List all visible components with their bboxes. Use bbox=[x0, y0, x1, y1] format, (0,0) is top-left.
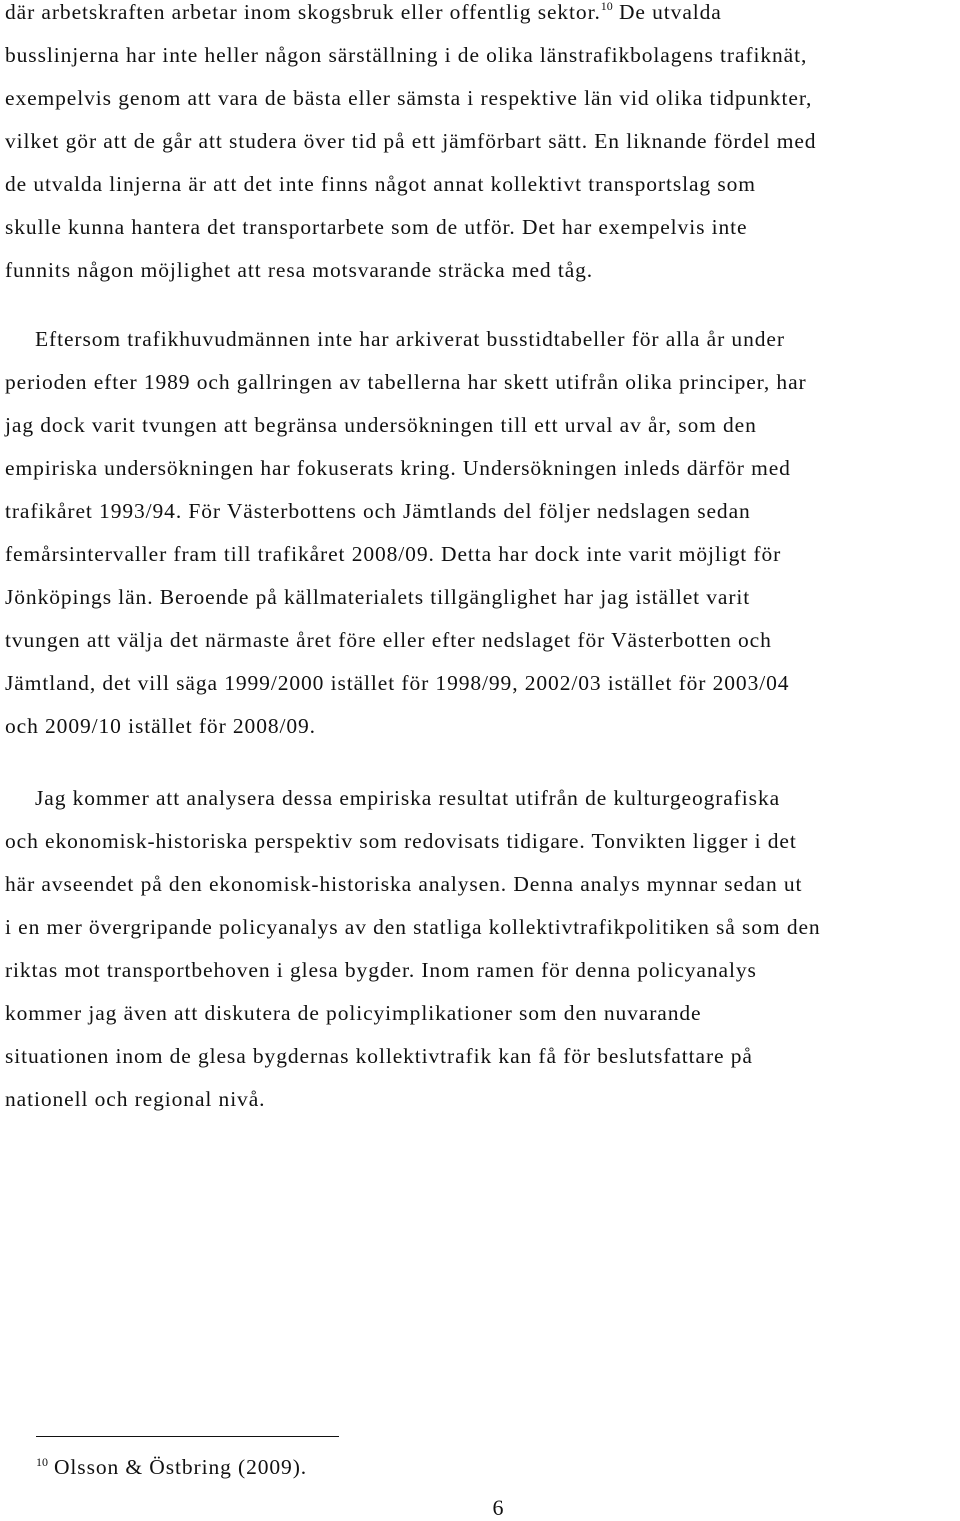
paragraph-line: riktas mot transportbehoven i glesa bygder. Inom ramen för denna policyanalys bbox=[5, 958, 757, 982]
paragraph-line: empiriska undersökningen har fokuserats kring. Undersökningen inleds därför med bbox=[5, 456, 791, 480]
page-number: 6 bbox=[492, 1495, 504, 1520]
footnote-number: 10 bbox=[36, 1455, 48, 1469]
paragraph-line: jag dock varit tvungen att begränsa undersökningen till ett urval av år, som den bbox=[5, 413, 757, 437]
paragraph-line: busslinjerna har inte heller någon särställning i de olika länstrafikbolagens trafiknät, bbox=[5, 43, 808, 67]
footnote-separator bbox=[36, 1436, 339, 1437]
footnote-reference[interactable]: 10 bbox=[600, 0, 613, 13]
paragraph-line: och ekonomisk-historiska perspektiv som redovisats tidigare. Tonvikten ligger i det bbox=[5, 829, 797, 853]
footnote-text: Olsson & Östbring (2009). bbox=[54, 1455, 308, 1479]
paragraph-line: situationen inom de glesa bygdernas kollektivtrafik kan få för beslutsfattare på bbox=[5, 1044, 753, 1068]
paragraph-line: Jönköpings län. Beroende på källmaterialets tillgänglighet har jag istället varit bbox=[5, 585, 751, 609]
paragraph-line: Jämtland, det vill säga 1999/2000 istället för 1998/99, 2002/03 istället för 2003/04 bbox=[5, 671, 790, 695]
paragraph-line: de utvalda linjerna är att det inte finns något annat kollektivt transportslag som bbox=[5, 172, 756, 196]
paragraph-3 bbox=[5, 777, 957, 1121]
paragraph-line-text: där arbetskraften arbetar inom skogsbruk eller offentlig sektor. bbox=[5, 0, 601, 24]
paragraph-line: perioden efter 1989 och gallringen av tabellerna har skett utifrån olika principer, har bbox=[5, 370, 807, 394]
paragraph-line: trafikåret 1993/94. För Västerbottens och Jämtlands del följer nedslagen sedan bbox=[5, 499, 751, 523]
paragraph-1 bbox=[5, 0, 957, 292]
paragraph-line: här avseendet på den ekonomisk-historiska analysen. Denna analys mynnar sedan ut bbox=[5, 872, 803, 896]
paragraph-line: Jag kommer att analysera dessa empiriska resultat utifrån de kulturgeografiska bbox=[35, 786, 781, 810]
footnote bbox=[36, 1452, 307, 1485]
paragraph-line: funnits någon möjlighet att resa motsvarande sträcka med tåg. bbox=[5, 258, 594, 282]
paragraph-line: exempelvis genom att vara de bästa eller sämsta i respektive län vid olika tidpunkter, bbox=[5, 86, 813, 110]
paragraph-line: i en mer övergripande policyanalys av den statliga kollektivtrafikpolitiken så som den bbox=[5, 915, 821, 939]
paragraph-line: femårsintervaller fram till trafikåret 2008/09. Detta har dock inte varit möjligt för bbox=[5, 542, 782, 566]
paragraph-line: nationell och regional nivå. bbox=[5, 1087, 266, 1111]
paragraph-line: tvungen att välja det närmaste året före eller efter nedslaget för Västerbotten och bbox=[5, 628, 772, 652]
paragraph-line bbox=[5, 0, 957, 34]
paragraph-line: skulle kunna hantera det transportarbete som de utför. Det har exempelvis inte bbox=[5, 215, 748, 239]
paragraph-line-text: De utvalda bbox=[612, 0, 722, 24]
paragraph-line: vilket gör att de går att studera över tid på ett jämförbart sätt. En liknande fördel med bbox=[5, 129, 817, 153]
paragraph-line: och 2009/10 istället för 2008/09. bbox=[5, 714, 316, 738]
paragraph-line: Eftersom trafikhuvudmännen inte har arkiverat busstidtabeller för alla år under bbox=[35, 327, 785, 351]
paragraph-2 bbox=[5, 318, 957, 748]
paragraph-line: kommer jag även att diskutera de policyimplikationer som den nuvarande bbox=[5, 1001, 702, 1025]
